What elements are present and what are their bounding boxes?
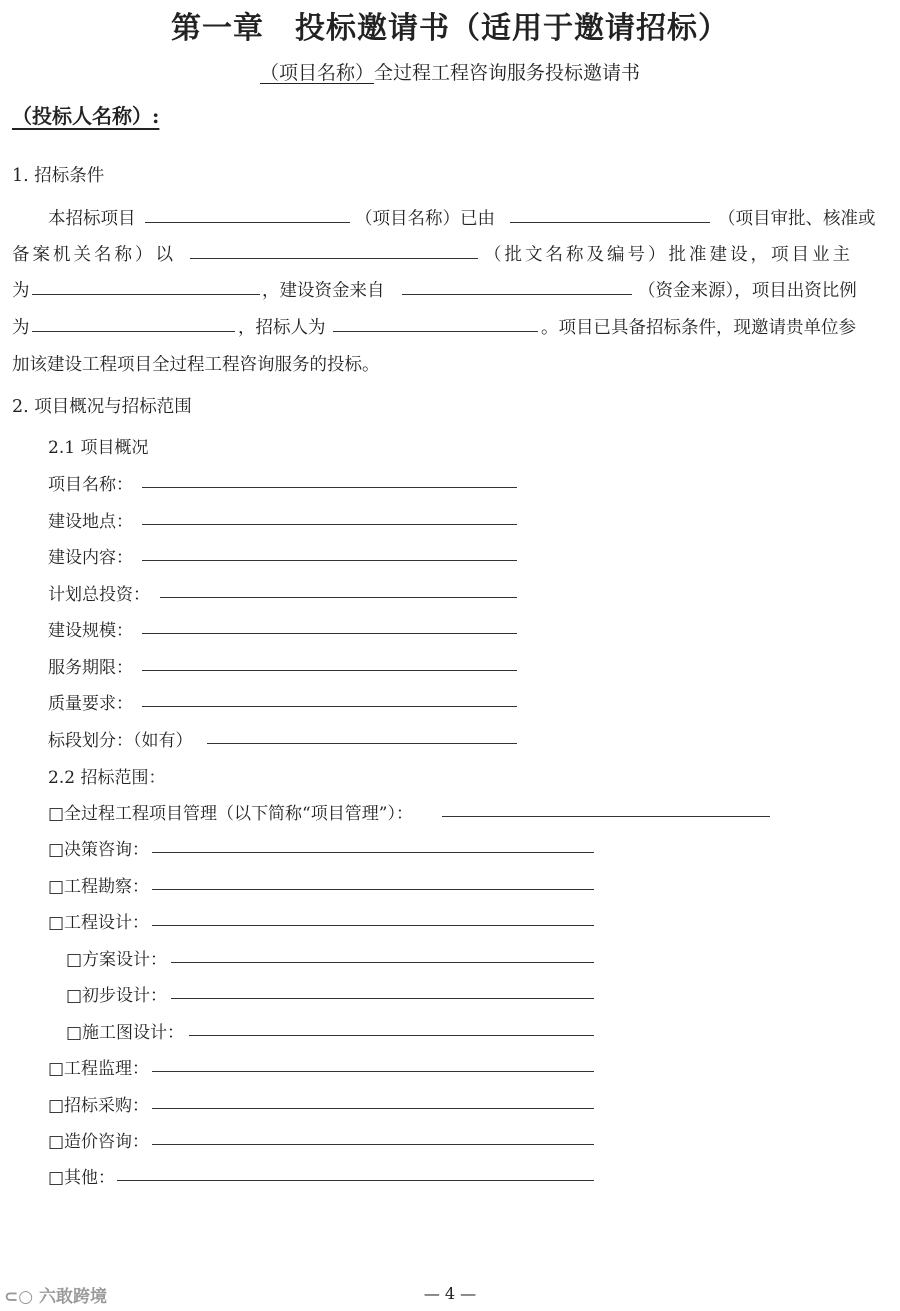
field-label-project-name: 项目名称： <box>48 475 133 495</box>
scope-blank-cost-consulting[interactable] <box>152 1144 594 1145</box>
section1-heading: 1. 招标条件 <box>12 166 105 186</box>
field-label-investment: 计划总投资： <box>48 585 150 605</box>
scope-item-scheme-design[interactable]: □方案设计： <box>66 950 168 970</box>
field-label-lots: 标段划分：（如有） <box>48 731 193 751</box>
field-blank-investment[interactable] <box>160 597 517 598</box>
scope-item-survey[interactable]: □工程勘察： <box>48 877 150 897</box>
field-blank-quality[interactable] <box>142 706 517 707</box>
watermark-text: 六敢跨境 <box>39 1287 107 1307</box>
watermark-icon: ⊂○ <box>4 1287 34 1307</box>
s1-line3-b: ，建设资金来自 <box>262 281 385 301</box>
blank-owner[interactable] <box>32 294 260 295</box>
section2-heading: 2. 项目概况与招标范围 <box>12 397 192 417</box>
scope-item-design[interactable]: □工程设计： <box>48 913 150 933</box>
field-blank-lots[interactable] <box>207 743 517 744</box>
s1-line3-c: （资金来源），项目出资比例 <box>638 281 857 301</box>
s1-line1-a: 本招标项目 <box>48 209 136 229</box>
field-blank-service-period[interactable] <box>142 670 517 671</box>
field-label-scale: 建设规模： <box>48 621 133 641</box>
scope-blank-survey[interactable] <box>152 889 594 890</box>
s1-line4-a: 为 <box>12 318 30 338</box>
scope-item-preliminary-design[interactable]: □初步设计： <box>66 986 168 1006</box>
scope-blank-supervision[interactable] <box>152 1071 594 1072</box>
field-blank-location[interactable] <box>142 524 517 525</box>
blank-approval-doc[interactable] <box>190 258 478 259</box>
field-blank-scale[interactable] <box>142 633 517 634</box>
subtitle-project-name: （项目名称） <box>259 62 374 84</box>
scope-item-procurement[interactable]: □招标采购： <box>48 1096 150 1116</box>
s1-line2-b: （批文名称及编号）批准建设，项目业主 <box>484 245 853 265</box>
scope-item-project-management[interactable]: □全过程工程项目管理（以下简称“项目管理”）： <box>48 804 413 824</box>
s1-line1-c: （项目审批、核准或 <box>718 209 876 229</box>
field-label-service-period: 服务期限： <box>48 658 133 678</box>
field-label-location: 建设地点： <box>48 512 133 532</box>
scope-blank-project-management[interactable] <box>442 816 770 817</box>
s1-line4-c: 。项目已具备招标条件，现邀请贵单位参 <box>541 318 856 338</box>
document-subtitle <box>0 58 900 85</box>
section2-2-heading: 2.2 招标范围： <box>48 768 166 788</box>
scope-item-construction-drawing[interactable]: □施工图设计： <box>66 1023 185 1043</box>
blank-tenderer[interactable] <box>333 331 538 332</box>
scope-item-other[interactable]: □其他： <box>48 1168 116 1188</box>
scope-item-cost-consulting[interactable]: □造价咨询： <box>48 1132 150 1152</box>
recipient-line: （投标人名称）: <box>12 104 160 128</box>
page-number: — 4 — <box>423 1284 477 1303</box>
section2-1-heading: 2.1 项目概况 <box>48 438 149 458</box>
scope-item-decision-consulting[interactable]: □决策咨询： <box>48 840 150 860</box>
field-label-content: 建设内容： <box>48 548 133 568</box>
scope-blank-construction-drawing[interactable] <box>189 1035 594 1036</box>
field-blank-content[interactable] <box>142 560 517 561</box>
blank-approval-authority[interactable] <box>510 222 710 223</box>
s1-line2-a: 备案机关名称）以 <box>12 245 176 265</box>
field-blank-project-name[interactable] <box>142 487 517 488</box>
s1-line3-a: 为 <box>12 281 30 301</box>
scope-item-supervision[interactable]: □工程监理： <box>48 1059 150 1079</box>
scope-blank-decision-consulting[interactable] <box>152 852 594 853</box>
subtitle-text: 全过程工程咨询服务投标邀请书 <box>374 62 641 84</box>
watermark-logo <box>4 1282 107 1307</box>
scope-blank-procurement[interactable] <box>152 1108 594 1109</box>
s1-line1-b: （项目名称）已由 <box>355 209 495 229</box>
scope-blank-scheme-design[interactable] <box>171 962 594 963</box>
field-label-quality: 质量要求： <box>48 694 133 714</box>
scope-blank-preliminary-design[interactable] <box>171 998 594 999</box>
scope-blank-design[interactable] <box>152 925 594 926</box>
blank-project-name[interactable] <box>145 222 350 223</box>
blank-fund-ratio[interactable] <box>32 331 235 332</box>
chapter-title: 第一章 投标邀请书（适用于邀请招标） <box>171 11 729 46</box>
s1-line5: 加该建设工程项目全过程工程咨询服务的投标。 <box>12 355 380 375</box>
blank-fund-source[interactable] <box>402 294 632 295</box>
scope-blank-other[interactable] <box>117 1180 594 1181</box>
s1-line4-b: ，招标人为 <box>238 318 326 338</box>
